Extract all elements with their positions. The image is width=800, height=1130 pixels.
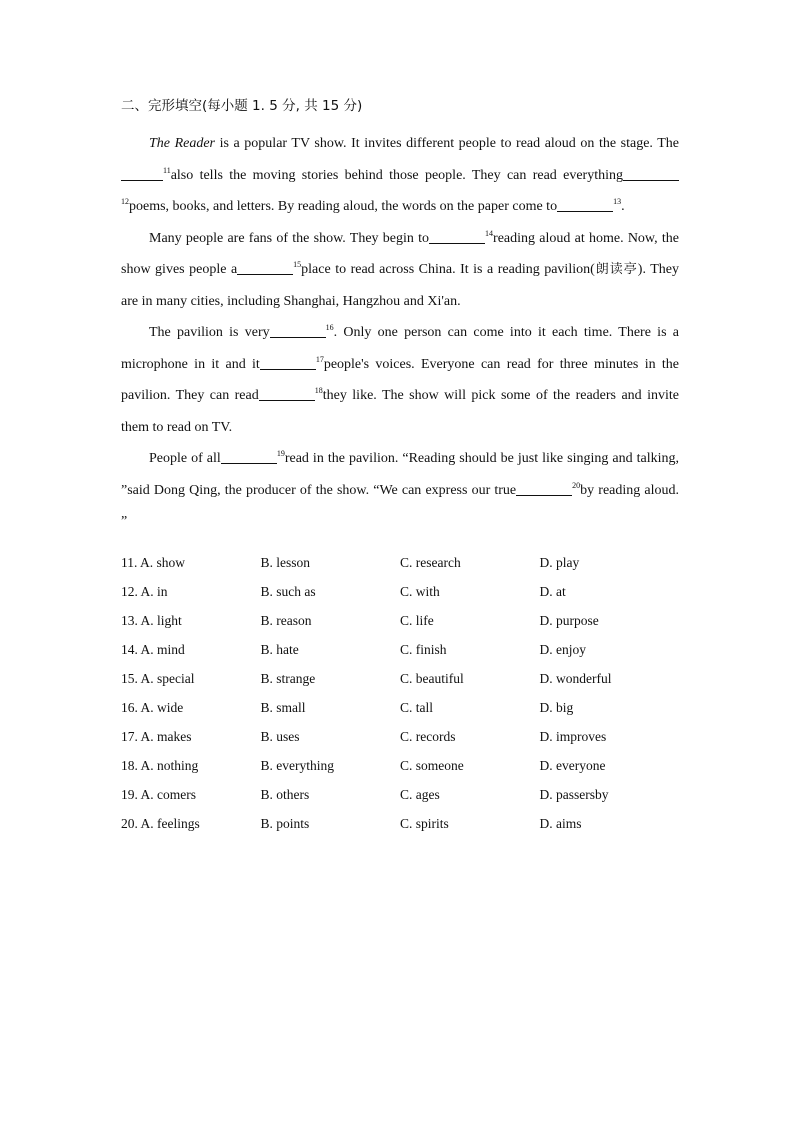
text: people's voices. Everyone can read for three minutes in the pavilion. They can read	[121, 356, 680, 403]
option-d: D. enjoy	[539, 641, 586, 657]
option-row	[121, 751, 679, 780]
blank-12	[623, 166, 679, 181]
option-row	[121, 693, 679, 722]
blank-number: 12	[121, 197, 129, 206]
blank-number: 19	[276, 449, 285, 458]
option-b: B. uses	[260, 728, 300, 744]
option-a: 11. A. show	[121, 554, 186, 570]
blank-number: 14	[485, 228, 494, 238]
option-d: D. aims	[539, 815, 582, 831]
option-a: 17. A. makes	[121, 728, 192, 744]
option-row	[121, 780, 679, 809]
text: poems, books, and letters. By reading aloud, the words on the paper come to	[129, 199, 558, 214]
option-a: 15. A. special	[121, 670, 195, 686]
option-row	[121, 577, 679, 606]
option-d: D. wonderful	[539, 670, 612, 686]
blank-number: 16	[325, 323, 334, 332]
text: ). They are in many cities, including Shanghai, Hangzhou and Xi'an.	[121, 262, 679, 309]
option-b: B. lesson	[260, 554, 311, 570]
option-b: B. others	[260, 786, 310, 802]
option-a: 12. A. in	[121, 583, 168, 599]
option-c: C. records	[400, 728, 456, 744]
option-c: C. ages	[400, 786, 440, 802]
option-d: D. passersby	[539, 786, 609, 802]
text: place to read across China. It is a reading pavilion(	[301, 262, 595, 277]
text: .	[621, 199, 625, 214]
section-heading: 二、完形填空(每小题 1. 5 分, 共 15 分)	[121, 98, 363, 114]
blank-number: 18	[314, 386, 323, 395]
option-row	[121, 635, 679, 664]
option-row	[121, 809, 679, 838]
option-b: B. small	[260, 699, 306, 715]
option-b: B. points	[260, 815, 310, 831]
blank-number: 15	[293, 260, 302, 269]
option-a: 14. A. mind	[121, 641, 185, 657]
blank-11	[121, 166, 163, 181]
option-c: C. finish	[400, 641, 447, 657]
option-row	[121, 548, 679, 577]
show-title: The Reader	[149, 136, 216, 151]
text: reading aloud at home. Now, the show gives people a	[121, 230, 679, 277]
paragraph-1	[121, 128, 679, 223]
blank-16	[270, 323, 326, 338]
blank-14	[429, 229, 485, 244]
option-d: D. purpose	[539, 612, 599, 628]
option-b: B. strange	[260, 670, 316, 686]
option-c: C. life	[400, 612, 434, 628]
option-c: C. spirits	[400, 815, 449, 831]
text: Many people are fans of the show. They begin to	[149, 230, 430, 246]
option-a: 20. A. feelings	[121, 815, 200, 831]
passage	[121, 128, 679, 538]
text: People of all	[149, 451, 221, 466]
paragraph-2	[121, 223, 679, 318]
text: they like. The show will pick some of the readers and invite them to read on TV.	[121, 388, 679, 435]
text: is a popular TV show. It invites different people to read aloud on the stage. The	[215, 136, 679, 151]
blank-18	[259, 386, 315, 401]
cloze-section	[121, 94, 679, 838]
option-c: C. tall	[400, 699, 433, 715]
option-d: D. improves	[539, 728, 607, 744]
option-d: D. at	[539, 583, 566, 599]
blank-17	[260, 355, 316, 370]
option-c: C. someone	[400, 757, 464, 773]
option-row	[121, 606, 679, 635]
blank-13	[557, 197, 613, 212]
option-c: C. beautiful	[400, 670, 464, 686]
text: The pavilion is very	[149, 325, 270, 340]
option-c: C. with	[400, 583, 440, 599]
paragraph-3	[121, 317, 679, 443]
blank-number: 20	[572, 480, 581, 490]
text: by reading aloud. ”	[121, 482, 679, 529]
option-row	[121, 722, 679, 751]
option-d: D. everyone	[539, 757, 606, 773]
blank-number: 13	[613, 197, 622, 206]
blank-20	[516, 481, 572, 496]
options-list	[121, 548, 679, 838]
option-d: D. play	[539, 554, 580, 570]
text: also tells the moving stories behind those people. They can read everything	[170, 167, 623, 183]
text: . Only one person can come into it each time. There is a microphone in it and it	[121, 325, 679, 372]
blank-15	[237, 260, 293, 275]
option-b: B. such as	[260, 583, 316, 599]
option-d: D. big	[539, 699, 574, 715]
blank-number: 17	[315, 354, 324, 364]
option-a: 13. A. light	[121, 612, 182, 628]
option-a: 18. A. nothing	[121, 757, 199, 773]
option-a: 19. A. comers	[121, 786, 196, 802]
text: read in the pavilion. “Reading should be just like singing and talking, ”said Dong Qing, the producer of the show. “We can express our true	[121, 451, 679, 498]
paragraph-4	[121, 443, 679, 538]
option-b: B. everything	[260, 757, 334, 773]
blank-number: 11	[163, 165, 171, 175]
blank-19	[221, 449, 277, 464]
option-b: B. reason	[260, 612, 312, 628]
option-a: 16. A. wide	[121, 699, 184, 715]
option-c: C. research	[400, 554, 461, 570]
option-row	[121, 664, 679, 693]
chinese-term: 朗读亭	[594, 262, 638, 277]
option-b: B. hate	[260, 641, 299, 657]
